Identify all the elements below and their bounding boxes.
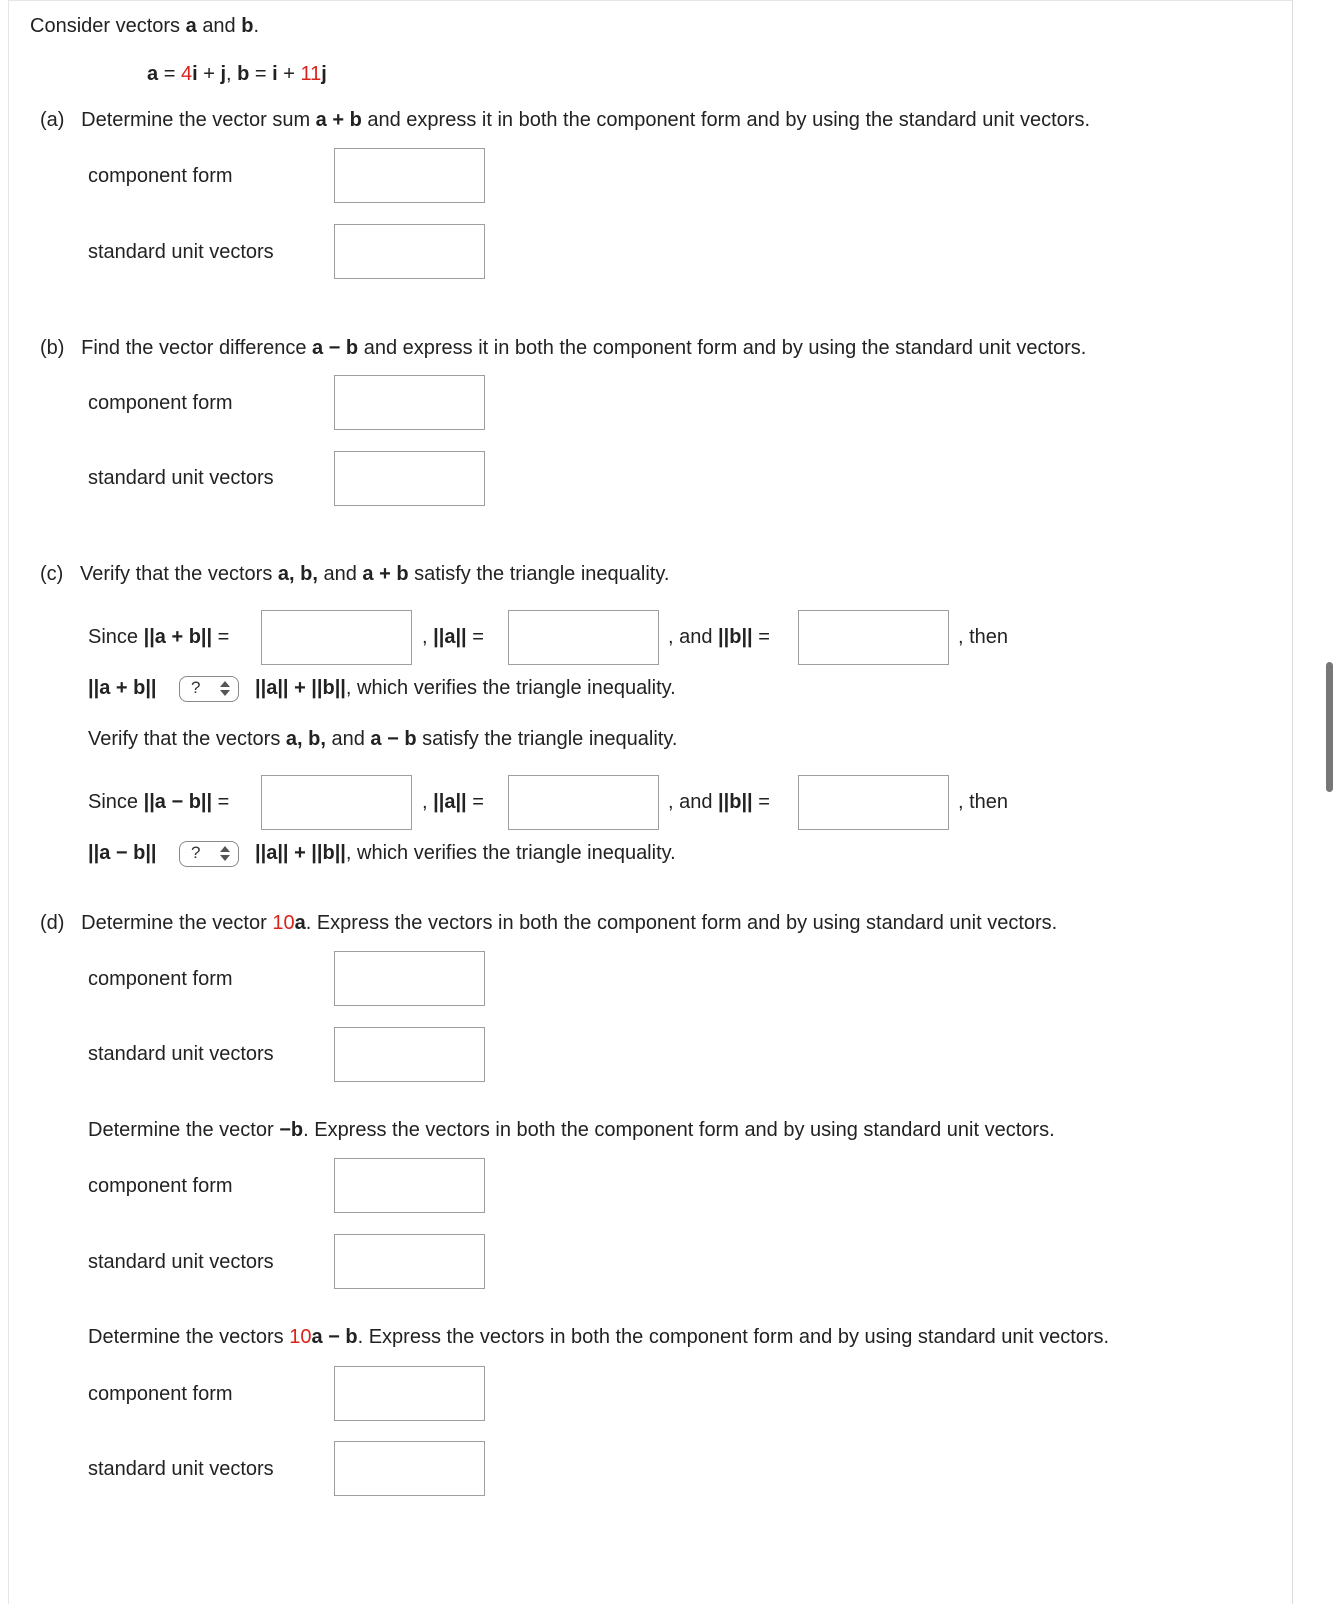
- standard-unit-vectors-label: standard unit vectors: [88, 467, 274, 489]
- norm-b-input-1[interactable]: [798, 610, 949, 665]
- ineq-diff-rhs: ||a|| + ||b||, which verifies the triangle inequality.: [255, 842, 676, 864]
- then-label: , then: [958, 626, 1009, 648]
- ineq-sum-lhs: ||a + b||: [88, 677, 157, 699]
- norm-a-input-2[interactable]: [508, 775, 659, 830]
- part-a-component-input[interactable]: [334, 148, 485, 203]
- part-d1-unit-vectors-input[interactable]: [334, 1027, 485, 1082]
- part-b-unit-vectors-input[interactable]: [334, 451, 485, 506]
- ineq-diff-select[interactable]: ?: [179, 841, 239, 867]
- part-d3-unit-vectors-input[interactable]: [334, 1441, 485, 1496]
- part-d3-component-input[interactable]: [334, 1366, 485, 1421]
- norm-b-label: , and ||b|| =: [668, 626, 770, 648]
- norm-sum-input[interactable]: [261, 610, 412, 665]
- part-c-question: (c) Verify that the vectors a, b, and a + b satisfy the triangle inequality.: [40, 563, 670, 585]
- norm-a-label: , ||a|| =: [422, 626, 484, 648]
- standard-unit-vectors-label: standard unit vectors: [88, 1251, 274, 1273]
- part-b-component-input[interactable]: [334, 375, 485, 430]
- given-vectors: a = 4i + j, b = i + 11j: [147, 63, 327, 85]
- part-d1-component-input[interactable]: [334, 951, 485, 1006]
- norm-diff-input[interactable]: [261, 775, 412, 830]
- norm-a-input-1[interactable]: [508, 610, 659, 665]
- part-a-unit-vectors-input[interactable]: [334, 224, 485, 279]
- intro-text: Consider vectors a and b.: [30, 15, 260, 37]
- component-form-label: component form: [88, 968, 233, 990]
- component-form-label: component form: [88, 392, 233, 414]
- standard-unit-vectors-label: standard unit vectors: [88, 241, 274, 263]
- ineq-sum-select[interactable]: ?: [179, 676, 239, 702]
- norm-a-label: , ||a|| =: [422, 791, 484, 813]
- component-form-label: component form: [88, 1175, 233, 1197]
- scrollbar-thumb[interactable]: [1326, 662, 1333, 792]
- part-b-question: (b) Find the vector difference a − b and express it in both the component form and by using the standard unit vectors.: [40, 337, 1087, 359]
- part-d-question-3: Determine the vectors 10a − b. Express the vectors in both the component form and by using standard unit vectors.: [88, 1326, 1110, 1348]
- norm-b-input-2[interactable]: [798, 775, 949, 830]
- then-label: , then: [958, 791, 1009, 813]
- part-d2-component-input[interactable]: [334, 1158, 485, 1213]
- ineq-diff-lhs: ||a − b||: [88, 842, 157, 864]
- component-form-label: component form: [88, 1383, 233, 1405]
- standard-unit-vectors-label: standard unit vectors: [88, 1458, 274, 1480]
- since-diff-label: Since ||a − b|| =: [88, 791, 230, 813]
- part-d2-unit-vectors-input[interactable]: [334, 1234, 485, 1289]
- part-d-question-2: Determine the vector −b. Express the vectors in both the component form and by using standard unit vectors.: [88, 1119, 1055, 1141]
- chevron-up-down-icon: [220, 681, 230, 697]
- verify-diff-question: Verify that the vectors a, b, and a − b satisfy the triangle inequality.: [88, 728, 678, 750]
- ineq-sum-rhs: ||a|| + ||b||, which verifies the triangle inequality.: [255, 677, 676, 699]
- norm-b-label: , and ||b|| =: [668, 791, 770, 813]
- part-d-question-1: (d) Determine the vector 10a. Express the vectors in both the component form and by using standard unit vectors.: [40, 912, 1058, 934]
- chevron-up-down-icon: [220, 846, 230, 862]
- standard-unit-vectors-label: standard unit vectors: [88, 1043, 274, 1065]
- component-form-label: component form: [88, 165, 233, 187]
- part-a-question: (a) Determine the vector sum a + b and express it in both the component form and by using the standard unit vectors.: [40, 109, 1091, 131]
- since-sum-label: Since ||a + b|| =: [88, 626, 230, 648]
